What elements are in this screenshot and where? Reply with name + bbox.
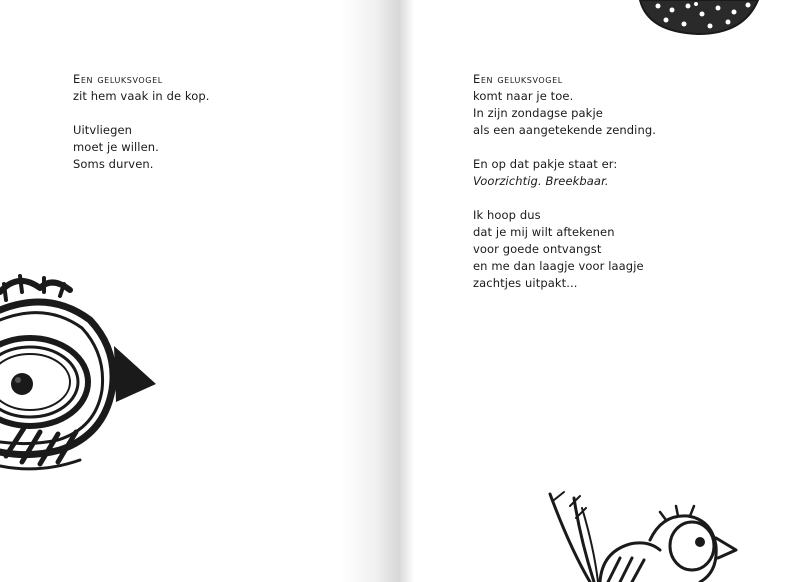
bird-eye-icon <box>695 537 705 547</box>
bird-eye-icon <box>11 373 33 395</box>
stanza-gap <box>473 190 656 207</box>
left-poem <box>73 71 210 173</box>
poem-line: zachtjes uitpakt... <box>473 276 578 290</box>
right-page <box>400 0 800 582</box>
poem-line: voor goede ontvangst <box>473 242 602 256</box>
poem-line: als een aangetekende zending. <box>473 123 657 137</box>
poem-line: Soms durven. <box>73 157 154 171</box>
right-poem <box>473 71 656 292</box>
poem-title-left: Een geluksvogel <box>73 72 163 86</box>
poem-line: zit hem vaak in de kop. <box>73 89 210 103</box>
poem-line: In zijn zondagse pakje <box>473 106 603 120</box>
stanza-gap <box>73 105 210 122</box>
bird-illustration-right <box>540 488 750 582</box>
bird-beak-icon <box>114 346 156 402</box>
gutter-shadow <box>340 0 400 582</box>
poem-title-right: Een geluksvogel <box>473 72 563 86</box>
poem-line-italic: Voorzichtig. Breekbaar. <box>473 174 609 188</box>
poem-line: moet je willen. <box>73 140 159 154</box>
poem-line: dat je mij wilt aftekenen <box>473 225 615 239</box>
dotted-egg-illustration <box>640 0 770 38</box>
poem-line: Ik hoop dus <box>473 208 541 222</box>
poem-line: Uitvliegen <box>73 123 133 137</box>
poem-line: En op dat pakje staat er: <box>473 157 618 171</box>
gutter-shadow <box>400 0 414 582</box>
poem-line: komt naar je toe. <box>473 89 574 103</box>
poem-line: en me dan laagje voor laagje <box>473 259 644 273</box>
bird-illustration-left <box>0 270 170 480</box>
stanza-gap <box>473 139 656 156</box>
